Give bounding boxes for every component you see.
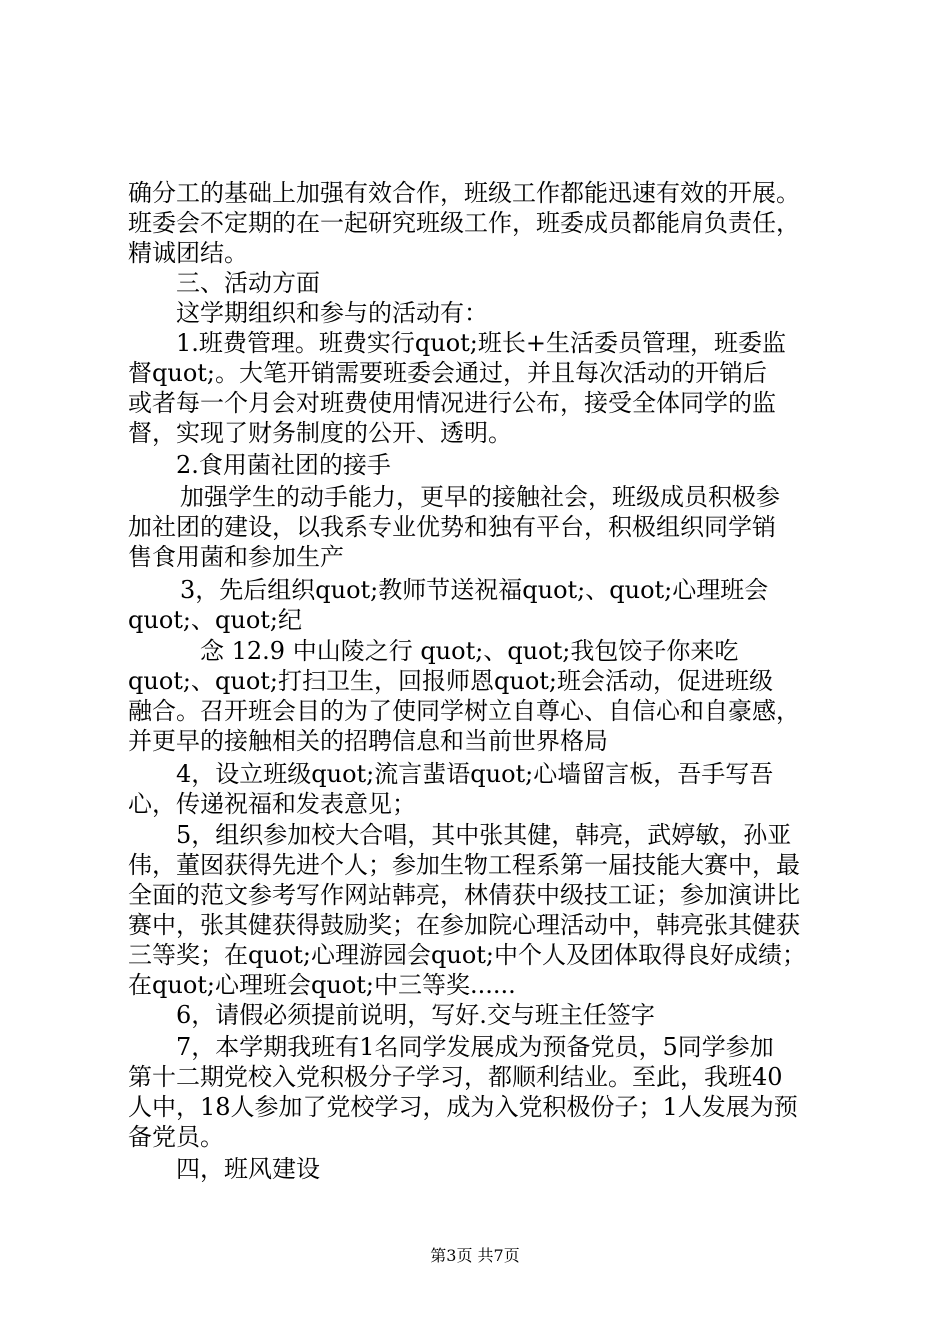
text-line: 5，组织参加校大合唱，其中张其健，韩亮，武婷敏，孙亚 bbox=[176, 821, 792, 849]
text-line: 融合。召开班会目的为了使同学树立自尊心、自信心和自豪感， bbox=[128, 697, 800, 725]
text-line: 三等奖；在quot;心理游园会quot;中个人及团体取得良好成绩； bbox=[128, 941, 806, 969]
text-line: 备党员。 bbox=[128, 1123, 224, 1151]
text-line: 第十二期党校入党积极分子学习，都顺利结业。至此，我班40 bbox=[128, 1063, 783, 1091]
text-line: 1.班费管理。班费实行quot;班长+生活委员管理，班委监 bbox=[176, 329, 787, 357]
text-line: 督quot;。大笔开销需要班委会通过，并且每次活动的开销后 bbox=[128, 359, 767, 387]
text-line: 精诚团结。 bbox=[128, 239, 248, 267]
text-line: 或者每一个月会对班费使用情况进行公布，接受全体同学的监 bbox=[128, 389, 776, 417]
text-line: 班委会不定期的在一起研究班级工作，班委成员都能肩负责任， bbox=[128, 209, 800, 237]
text-line: 6，请假必须提前说明，写好.交与班主任签字 bbox=[176, 1001, 655, 1029]
text-line: 并更早的接触相关的招聘信息和当前世界格局 bbox=[128, 727, 608, 755]
text-line: 赛中，张其健获得鼓励奖；在参加院心理活动中，韩亮张其健获 bbox=[128, 911, 800, 939]
text-line: quot;、quot;纪 bbox=[128, 606, 302, 634]
section-heading: 四，班风建设 bbox=[176, 1155, 320, 1183]
text-line: 4，设立班级quot;流言蜚语quot;心墙留言板，吾手写吾 bbox=[176, 760, 774, 788]
text-line: 念 12.9 中山陵之行 quot;、quot;我包饺子你来吃 bbox=[200, 637, 739, 665]
text-line: 这学期组织和参与的活动有： bbox=[176, 299, 488, 327]
text-line: 人中，18人参加了党校学习，成为入党积极份子；1人发展为预 bbox=[128, 1093, 798, 1121]
text-line: 伟，董囡获得先进个人；参加生物工程系第一届技能大赛中，最 bbox=[128, 851, 800, 879]
text-line: 7，本学期我班有1名同学发展成为预备党员，5同学参加 bbox=[176, 1033, 774, 1061]
text-line: 心，传递祝福和发表意见； bbox=[128, 790, 416, 818]
text-line: 全面的范文参考写作网站韩亮，林倩获中级技工证；参加演讲比 bbox=[128, 881, 800, 909]
text-line: 督，实现了财务制度的公开、透明。 bbox=[128, 419, 512, 447]
page-footer: 第3页 共7页 bbox=[430, 1246, 520, 1265]
text-line: 3，先后组织quot;教师节送祝福quot;、quot;心理班会 bbox=[180, 576, 769, 604]
text-line: 确分工的基础上加强有效合作，班级工作都能迅速有效的开展。 bbox=[128, 179, 800, 207]
text-line: 在quot;心理班会quot;中三等奖...... bbox=[128, 971, 516, 999]
text-line: 加强学生的动手能力，更早的接触社会，班级成员积极参 bbox=[180, 483, 780, 511]
text-line: 加社团的建设，以我系专业优势和独有平台，积极组织同学销 bbox=[128, 513, 776, 541]
text-line: 2.食用菌社团的接手 bbox=[176, 451, 391, 479]
section-heading: 三、活动方面 bbox=[176, 269, 320, 297]
text-line: quot;、quot;打扫卫生，回报师恩quot;班会活动，促进班级 bbox=[128, 667, 773, 695]
text-line: 售食用菌和参加生产 bbox=[128, 543, 344, 571]
